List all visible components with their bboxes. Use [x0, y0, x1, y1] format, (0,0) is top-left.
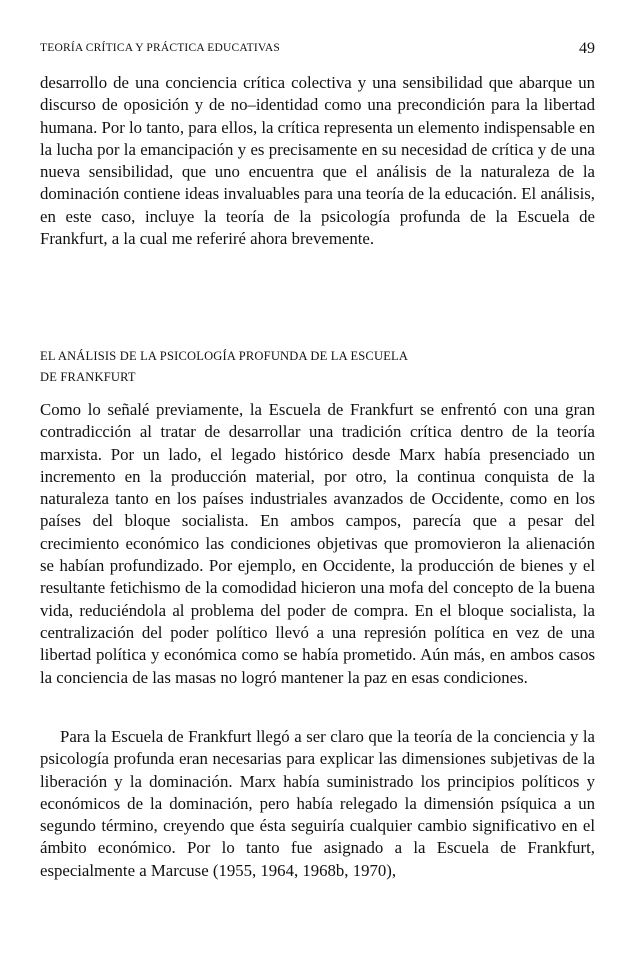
- paragraph-1: Como lo señalé previamente, la Escuela de Frankfurt se enfrentó con una gran contradicción al tratar de desarrollar una tradición crítica dentro de la teoría marxista. Por un lado, el legado histórico desde Marx había presenciado un incremento en la producción material, por otro, la continua conquista de la naturaleza tanto en los países industriales avanzados de Occidente, como en los países del bloque socialista. En ambos campos, parecía que a pesar del crecimiento económico las condiciones objetivas que promovieron la alienación se habían profundizado. Por ejemplo, en Occidente, la producción de bienes y el resultante fetichismo de la comodidad hicieron una mofa del concepto de la buena vida, reduciéndola al problema del poder de compra. En el bloque socialista, la centralización del poder político llevó a una represión política en vez de una libertad política y económica como se había prometido. Aún más, en ambos casos la conciencia de las masas no logró mantener la paz en esas condiciones.: [40, 400, 595, 687]
- running-title: TEORÍA CRÍTICA Y PRÁCTICA EDUCATIVAS: [40, 42, 280, 54]
- section-heading-line-2: DE FRANKFURT: [40, 370, 136, 384]
- section-heading: [40, 346, 595, 388]
- paragraph-2: Para la Escuela de Frankfurt llegó a ser claro que la teoría de la conciencia y la psicología profunda eran necesarias para explicar las dimensiones subjetivas de la liberación y la dominación. Marx había suministrado los principios políticos y económicos de la dominación, pero había relegado la dimensión psíquica a un segundo término, creyendo que ésta seguiría cualquier cambio significativo en el ámbito económico. Por lo tanto fue asignado a la Escuela de Frankfurt, especialmente a Marcuse (1955, 1964, 1968b, 1970),: [40, 727, 595, 880]
- section-heading-line-1: EL ANÁLISIS DE LA PSICOLOGÍA PROFUNDA DE LA ESCUELA: [40, 349, 409, 363]
- running-head: [40, 42, 595, 62]
- page-number: 49: [579, 40, 595, 57]
- paragraph-continued: desarrollo de una conciencia crítica colectiva y una sensibilidad que abarque un discurso de oposición y de no–identidad como una precondición para la libertad humana. Por lo tanto, para ellos, la crítica representa un elemento indispensable en la lucha por la emancipación y es precisamente en su necesidad de crítica y de una nueva sensibilidad, que uno encuentra que el análisis de la naturaleza de la dominación contiene ideas invaluables para una teoría de la educación. El análisis, en este caso, incluye la teoría de la psicología profunda de la Escuela de Frankfurt, a la cual me referiré ahora brevemente.: [40, 73, 595, 249]
